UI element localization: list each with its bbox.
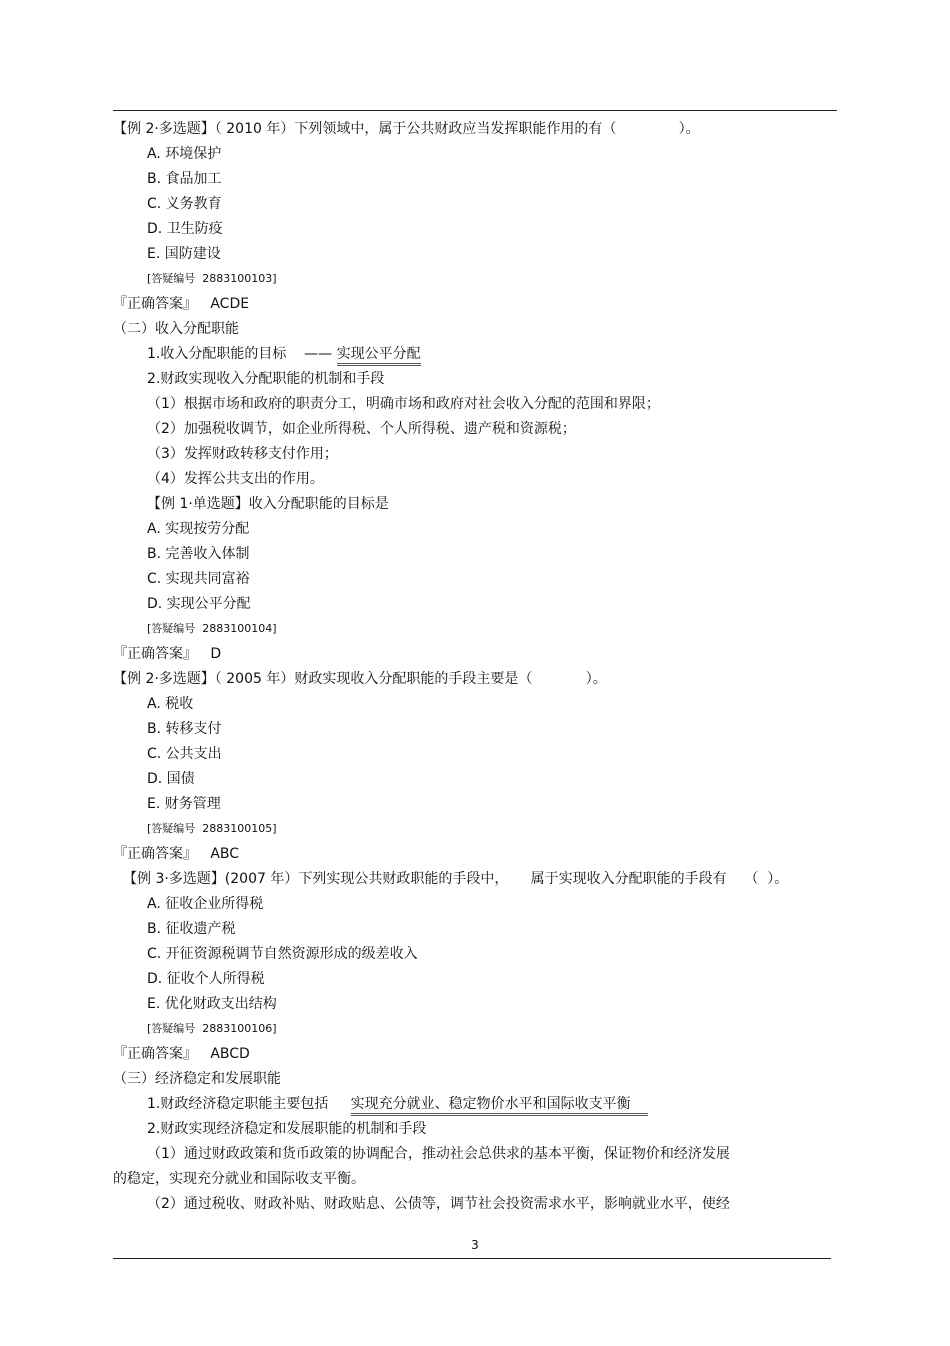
line-text: 『正确答案』 ABCD [113,1046,250,1062]
line-text: A. 环境保护 [147,146,222,162]
text-line [147,595,251,613]
line-text: [答疑编号 2883100104] [147,622,277,635]
line-text: D. 卫生防疫 [147,221,223,237]
line-text: 【例 1·单选题】收入分配职能的目标是 [147,496,389,512]
line-text: （2）加强税收调节，如企业所得税、个人所得税、遗产税和资源税； [147,421,576,437]
line-text: B. 完善收入体制 [147,546,250,562]
line-text: A. 税收 [147,696,194,712]
line-text: 的稳定，实现充分就业和国际收支平衡。 [113,1171,365,1187]
line-text: C. 义务教育 [147,196,222,212]
text-line [123,870,788,888]
line-text: 1.收入分配职能的目标 —— [147,346,337,362]
line-text: E. 优化财政支出结构 [147,996,277,1012]
text-line [147,470,324,488]
line-text: 『正确答案』 ACDE [113,296,250,312]
text-line [147,720,222,738]
text-line [147,1020,277,1038]
text-line [147,220,223,238]
text-line [147,545,250,563]
text-line [147,920,236,938]
text-line [147,1195,730,1213]
text-line [147,245,221,263]
line-text: C. 实现共同富裕 [147,571,250,587]
text-line [113,1045,250,1063]
text-line [113,320,239,338]
text-line [113,645,221,663]
underlined-answer: 实现公平分配 [337,346,421,366]
line-text: 1.财政经济稳定职能主要包括 [147,1096,351,1112]
line-text: 『正确答案』 D [113,646,222,662]
text-line [147,370,384,388]
text-line [147,445,338,463]
line-text: （三）经济稳定和发展职能 [113,1071,281,1087]
text-line [113,1170,365,1188]
line-text: [答疑编号 2883100103] [147,272,277,285]
footer-rule [113,1258,831,1259]
text-line [147,970,265,988]
text-line [147,820,277,838]
text-line [147,145,221,163]
line-text: E. 财务管理 [147,796,221,812]
line-text: （3）发挥财政转移支付作用； [147,446,338,462]
header-rule [113,110,837,111]
line-text: 『正确答案』 ABC [113,846,240,862]
line-text: （4）发挥公共支出的作用。 [147,471,324,487]
text-line [147,345,421,363]
line-text: 【例 2·多选题】（ 2005 年）财政实现收入分配职能的手段主要是（ ）。 [113,671,607,687]
text-line [147,395,660,413]
text-line [147,420,576,438]
line-text: （二）收入分配职能 [113,321,239,337]
text-line [147,495,389,513]
line-text: D. 国债 [147,771,195,787]
line-text: D. 实现公平分配 [147,596,251,612]
page-number: 3 [471,1238,479,1252]
underlined-answer: 实现充分就业、稳定物价水平和国际收支平衡 [351,1096,649,1116]
text-line [147,995,277,1013]
line-text: E. 国防建设 [147,246,221,262]
text-line [147,895,263,913]
line-text: 【例 2·多选题】（ 2010 年）下列领域中，属于公共财政应当发挥职能作用的有（ ）。 [113,121,700,137]
text-line [147,945,418,963]
line-text: A. 征收企业所得税 [147,896,264,912]
text-line [147,520,249,538]
text-line [113,120,700,138]
line-text: D. 征收个人所得税 [147,971,265,987]
text-line [147,195,222,213]
line-text: B. 食品加工 [147,171,222,187]
text-line [147,770,195,788]
line-text: C. 开征资源税调节自然资源形成的级差收入 [147,946,418,962]
text-line [147,570,250,588]
line-text: B. 征收遗产税 [147,921,236,937]
text-line [113,1070,281,1088]
line-text: 2.财政实现经济稳定和发展职能的机制和手段 [147,1121,427,1137]
text-line [113,670,607,688]
text-line [113,295,249,313]
line-text: 【例 3·多选题】(2007 年）下列实现公共财政职能的手段中， 属于实现收入分配职能的手段有 （ ）。 [123,871,789,887]
line-text: B. 转移支付 [147,721,222,737]
text-line [147,1120,426,1138]
line-text: 2.财政实现收入分配职能的机制和手段 [147,371,385,387]
text-line [147,695,193,713]
text-line [147,1145,730,1163]
line-text: [答疑编号 2883100105] [147,822,277,835]
line-text: （2）通过税收、财政补贴、财政贴息、公债等，调节社会投资需求水平，影响就业水平，使经 [147,1196,730,1212]
text-line [147,270,277,288]
text-line [147,620,277,638]
text-line [147,795,221,813]
line-text: （1）通过财政政策和货币政策的协调配合，推动社会总供求的基本平衡，保证物价和经济发展 [147,1146,730,1162]
text-line [147,745,222,763]
line-text: A. 实现按劳分配 [147,521,250,537]
text-line [147,170,222,188]
line-text: C. 公共支出 [147,746,222,762]
text-line [113,845,239,863]
text-line [147,1095,648,1113]
line-text: （1）根据市场和政府的职责分工，明确市场和政府对社会收入分配的范围和界限； [147,396,660,412]
line-text: [答疑编号 2883100106] [147,1022,277,1035]
